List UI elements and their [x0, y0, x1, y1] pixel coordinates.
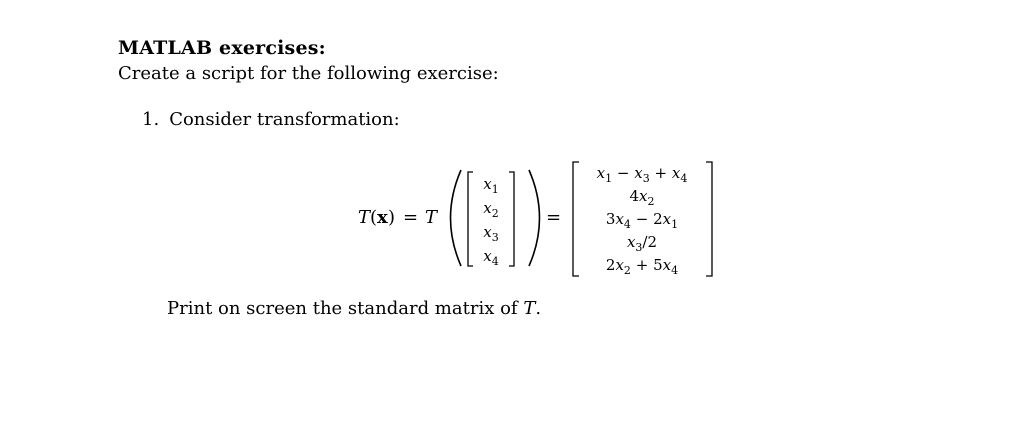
input-entry-4: $x_4$	[483, 247, 499, 268]
input-vector	[483, 175, 498, 268]
equation-lhs	[358, 207, 439, 228]
intro-text: Create a script for the following exercise:	[118, 63, 499, 84]
big-right-paren	[529, 170, 540, 266]
output-entry-4: $x_3/2$	[626, 233, 658, 254]
equals-sign: =	[546, 207, 562, 228]
lhs-open-paren: (	[370, 207, 378, 228]
lhs-arg: x	[377, 207, 388, 228]
input-entry-3: $x_3$	[483, 223, 499, 244]
output-vector	[597, 164, 688, 277]
output-left-bracket	[573, 162, 579, 276]
output-entry-2: $4x_2$	[629, 187, 655, 208]
closing-symbol: T	[523, 298, 536, 319]
heading: MATLAB exercises:	[118, 37, 326, 59]
lhs-func: T	[358, 207, 371, 228]
closing-period: .	[535, 298, 542, 319]
input-entry-1: $x_1$	[483, 175, 499, 196]
lhs-equals: =	[403, 207, 419, 228]
lhs-outer-func: T	[425, 207, 438, 228]
closing-text	[167, 298, 541, 319]
lhs-close-paren: )	[388, 207, 396, 228]
output-right-bracket	[706, 162, 712, 276]
output-entry-1: $x_1 - x_3 + x_4$	[596, 164, 688, 185]
big-left-paren	[451, 170, 462, 266]
output-entry-5: $2x_2 + 5x_4$	[605, 256, 679, 277]
input-right-bracket	[509, 172, 514, 266]
item-number: 1.	[142, 109, 160, 130]
input-entry-2: $x_2$	[483, 199, 499, 220]
item-text: Consider transformation:	[169, 109, 400, 130]
output-entry-3: $3x_4 - 2x_1$	[605, 210, 679, 231]
closing-sentence: Print on screen the standard matrix of	[167, 298, 524, 319]
input-left-bracket	[468, 172, 473, 266]
